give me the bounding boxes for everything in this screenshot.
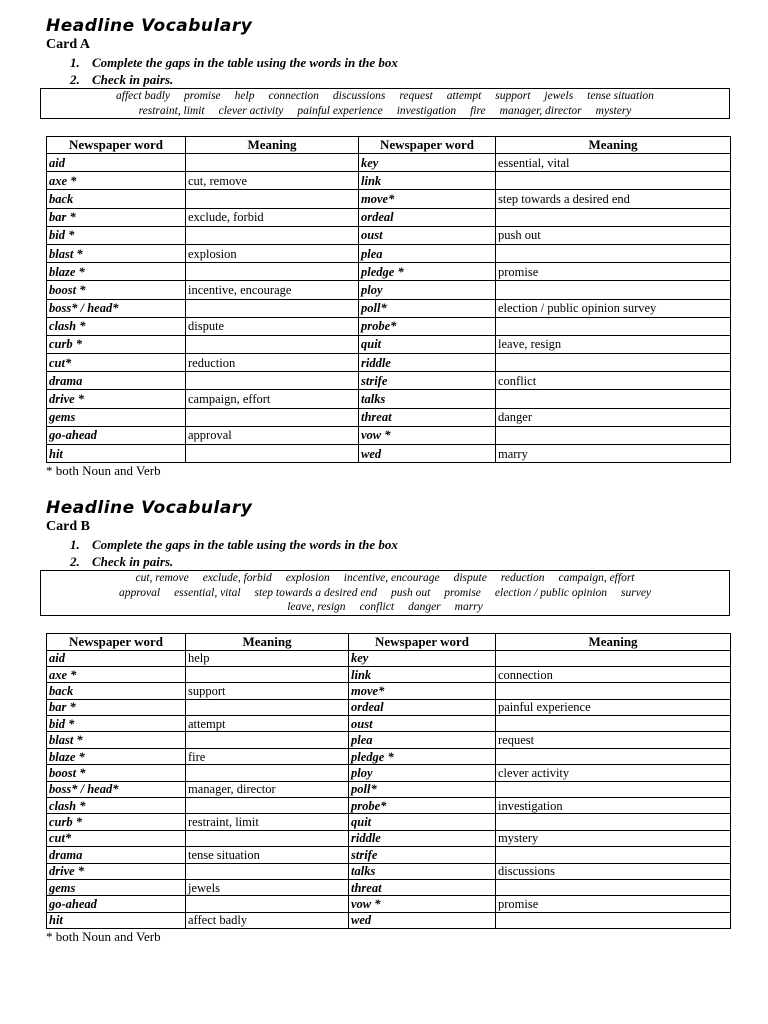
newspaper-word-cell: blaze * [47, 263, 186, 281]
meaning-cell [496, 748, 731, 764]
table-row [47, 765, 731, 781]
newspaper-word-cell: oust [349, 716, 496, 732]
table-row [47, 317, 731, 335]
word-box-term: affect badly [116, 90, 171, 102]
meaning-cell [496, 847, 731, 863]
newspaper-word-cell: axe * [47, 172, 186, 190]
meaning-cell [496, 781, 731, 797]
newspaper-word-cell: ploy [349, 765, 496, 781]
word-box-term: reduction [500, 572, 545, 584]
newspaper-word-cell: probe* [349, 798, 496, 814]
table-row [47, 863, 731, 879]
meaning-cell: dispute [186, 317, 359, 335]
word-box-term: survey [621, 586, 652, 599]
card-b-instructions [46, 536, 730, 570]
word-box-line [45, 586, 725, 601]
word-box-term: support [495, 90, 531, 102]
column-header: Newspaper word [47, 633, 186, 650]
meaning-cell [186, 154, 359, 172]
newspaper-word-cell: clash * [47, 317, 186, 335]
newspaper-word-cell: quit [359, 335, 496, 353]
word-box-term: investigation [396, 104, 457, 117]
table-row [47, 912, 731, 928]
newspaper-word-cell: gems [47, 879, 186, 895]
newspaper-word-cell: strife [349, 847, 496, 863]
table-row [47, 896, 731, 912]
word-box-term: campaign, effort [558, 572, 635, 584]
newspaper-word-cell: probe* [359, 317, 496, 335]
table-row [47, 732, 731, 748]
word-box-term: conflict [359, 601, 395, 613]
table-row [47, 335, 731, 353]
newspaper-word-cell: back [47, 190, 186, 208]
meaning-cell: push out [496, 226, 731, 244]
table-row [47, 172, 731, 190]
column-header: Meaning [186, 137, 359, 154]
meaning-cell [186, 830, 349, 846]
newspaper-word-cell: key [349, 650, 496, 666]
newspaper-word-cell: curb * [47, 814, 186, 830]
newspaper-word-cell: hit [47, 445, 186, 463]
meaning-cell [186, 445, 359, 463]
meaning-cell: promise [496, 263, 731, 281]
newspaper-word-cell: boost * [47, 765, 186, 781]
newspaper-word-cell: plea [359, 244, 496, 262]
newspaper-word-cell: axe * [47, 666, 186, 682]
meaning-cell: incentive, encourage [186, 281, 359, 299]
newspaper-word-cell: cut* [47, 830, 186, 846]
meaning-cell: attempt [186, 716, 349, 732]
table-row [47, 426, 731, 444]
meaning-cell [496, 390, 731, 408]
newspaper-word-cell: talks [349, 863, 496, 879]
meaning-cell [496, 208, 731, 226]
meaning-cell: essential, vital [496, 154, 731, 172]
word-box-term: fire [470, 104, 486, 117]
newspaper-word-cell: cut* [47, 354, 186, 372]
newspaper-word-cell: wed [349, 912, 496, 928]
newspaper-word-cell: strife [359, 372, 496, 390]
newspaper-word-cell: pledge * [349, 748, 496, 764]
meaning-cell [186, 408, 359, 426]
meaning-cell [186, 299, 359, 317]
card-a-label: Card A [46, 37, 90, 52]
card-b-heading: Headline Vocabulary [46, 498, 253, 518]
meaning-cell [186, 372, 359, 390]
word-box-term: restraint, limit [138, 104, 205, 117]
column-header: Newspaper word [349, 633, 496, 650]
newspaper-word-cell: wed [359, 445, 496, 463]
newspaper-word-cell: ploy [359, 281, 496, 299]
meaning-cell [186, 863, 349, 879]
card-a-instructions [46, 54, 730, 88]
table-row [47, 814, 731, 830]
meaning-cell [496, 426, 731, 444]
meaning-cell: conflict [496, 372, 731, 390]
newspaper-word-cell: drama [47, 847, 186, 863]
table-row [47, 879, 731, 895]
meaning-cell [496, 879, 731, 895]
table-row [47, 154, 731, 172]
word-box-line [45, 89, 725, 104]
meaning-cell [186, 798, 349, 814]
newspaper-word-cell: riddle [349, 830, 496, 846]
table-row [47, 226, 731, 244]
card-b-vocab-table [46, 633, 731, 930]
meaning-cell [496, 172, 731, 190]
table-row [47, 798, 731, 814]
newspaper-word-cell: link [349, 666, 496, 682]
table-row [47, 830, 731, 846]
meaning-cell [186, 896, 349, 912]
meaning-cell [186, 190, 359, 208]
meaning-cell [186, 765, 349, 781]
table-row [47, 445, 731, 463]
meaning-cell: restraint, limit [186, 814, 349, 830]
word-box-term: dispute [453, 572, 487, 584]
newspaper-word-cell: boost * [47, 281, 186, 299]
newspaper-word-cell: move* [349, 683, 496, 699]
table-row [47, 390, 731, 408]
newspaper-word-cell: go-ahead [47, 896, 186, 912]
meaning-cell: painful experience [496, 699, 731, 715]
column-header: Meaning [186, 633, 349, 650]
table-header-row [47, 633, 731, 650]
table-row [47, 666, 731, 682]
newspaper-word-cell: poll* [359, 299, 496, 317]
word-box-term: approval [118, 586, 161, 599]
meaning-cell: explosion [186, 244, 359, 262]
word-box-line [45, 104, 725, 119]
newspaper-word-cell: aid [47, 154, 186, 172]
column-header: Newspaper word [47, 137, 186, 154]
table-row [47, 354, 731, 372]
word-box-term: painful experience [297, 104, 383, 117]
newspaper-word-cell: bid * [47, 226, 186, 244]
newspaper-word-cell: riddle [359, 354, 496, 372]
table-row [47, 299, 731, 317]
meaning-cell: jewels [186, 879, 349, 895]
newspaper-word-cell: blast * [47, 732, 186, 748]
word-box-term: push out [390, 586, 431, 599]
newspaper-word-cell: vow * [359, 426, 496, 444]
table-row [47, 263, 731, 281]
word-box-term: leave, resign [287, 601, 346, 613]
table-row [47, 190, 731, 208]
word-box-term: marry [454, 601, 483, 613]
table-row [47, 208, 731, 226]
table-header-row [47, 137, 731, 154]
newspaper-word-cell: back [47, 683, 186, 699]
meaning-cell: support [186, 683, 349, 699]
meaning-cell [496, 281, 731, 299]
column-header: Newspaper word [359, 137, 496, 154]
word-box-term: promise [444, 586, 481, 599]
column-header: Meaning [496, 633, 731, 650]
table-row [47, 650, 731, 666]
card-a [46, 16, 730, 479]
word-box-line [45, 571, 725, 586]
newspaper-word-cell: threat [349, 879, 496, 895]
newspaper-word-cell: poll* [349, 781, 496, 797]
instruction-1: 1. Complete the gaps in the table using the words in the box [70, 55, 398, 70]
meaning-cell: affect badly [186, 912, 349, 928]
meaning-cell [186, 732, 349, 748]
newspaper-word-cell: drive * [47, 390, 186, 408]
meaning-cell [496, 317, 731, 335]
word-box-term: connection [268, 90, 319, 102]
word-box-term: step towards a desired end [254, 586, 377, 599]
meaning-cell: reduction [186, 354, 359, 372]
newspaper-word-cell: link [359, 172, 496, 190]
word-box-term: manager, director [499, 104, 582, 117]
word-box-term: clever activity [218, 104, 284, 117]
table-row [47, 699, 731, 715]
table-row [47, 408, 731, 426]
table-row [47, 372, 731, 390]
table-row [47, 281, 731, 299]
card-a-footnote: * both Noun and Verb [46, 463, 161, 479]
meaning-cell [496, 912, 731, 928]
meaning-cell [496, 354, 731, 372]
table-row [47, 683, 731, 699]
word-box-term: explosion [285, 572, 330, 584]
meaning-cell: discussions [496, 863, 731, 879]
newspaper-word-cell: threat [359, 408, 496, 426]
meaning-cell: leave, resign [496, 335, 731, 353]
word-box-term: request [399, 90, 433, 102]
table-row [47, 716, 731, 732]
word-box-term: exclude, forbid [202, 572, 272, 584]
word-box-term: incentive, encourage [343, 572, 440, 584]
word-box-term: election / public opinion [494, 586, 608, 599]
word-box-term: danger [408, 601, 441, 613]
newspaper-word-cell: gems [47, 408, 186, 426]
meaning-cell: investigation [496, 798, 731, 814]
meaning-cell [496, 244, 731, 262]
meaning-cell [186, 226, 359, 244]
newspaper-word-cell: boss* / head* [47, 299, 186, 317]
meaning-cell [186, 335, 359, 353]
newspaper-word-cell: vow * [349, 896, 496, 912]
newspaper-word-cell: quit [349, 814, 496, 830]
meaning-cell: approval [186, 426, 359, 444]
card-a-vocab-table [46, 136, 731, 463]
meaning-cell: tense situation [186, 847, 349, 863]
newspaper-word-cell: bar * [47, 699, 186, 715]
table-row [47, 244, 731, 262]
word-box-line [45, 600, 725, 615]
newspaper-word-cell: blast * [47, 244, 186, 262]
table-row [47, 781, 731, 797]
card-a-word-box [40, 88, 730, 119]
meaning-cell: campaign, effort [186, 390, 359, 408]
meaning-cell [186, 699, 349, 715]
meaning-cell: step towards a desired end [496, 190, 731, 208]
meaning-cell: clever activity [496, 765, 731, 781]
newspaper-word-cell: drive * [47, 863, 186, 879]
meaning-cell [186, 666, 349, 682]
meaning-cell: election / public opinion survey [496, 299, 731, 317]
newspaper-word-cell: aid [47, 650, 186, 666]
newspaper-word-cell: pledge * [359, 263, 496, 281]
newspaper-word-cell: clash * [47, 798, 186, 814]
meaning-cell: exclude, forbid [186, 208, 359, 226]
word-box-term: mystery [595, 104, 632, 117]
word-box-term: promise [184, 90, 221, 102]
meaning-cell: mystery [496, 830, 731, 846]
card-b [46, 498, 730, 945]
meaning-cell [496, 650, 731, 666]
card-b-label: Card B [46, 519, 90, 534]
newspaper-word-cell: drama [47, 372, 186, 390]
newspaper-word-cell: bid * [47, 716, 186, 732]
meaning-cell: fire [186, 748, 349, 764]
meaning-cell: manager, director [186, 781, 349, 797]
newspaper-word-cell: plea [349, 732, 496, 748]
instruction-2: 2. Check in pairs. [70, 554, 174, 569]
card-b-word-box [40, 570, 730, 616]
newspaper-word-cell: go-ahead [47, 426, 186, 444]
newspaper-word-cell: oust [359, 226, 496, 244]
word-box-term: jewels [544, 90, 574, 102]
word-box-term: tense situation [587, 90, 654, 102]
table-row [47, 847, 731, 863]
instruction-2: 2. Check in pairs. [70, 72, 174, 87]
word-box-term: attempt [446, 90, 482, 102]
meaning-cell [496, 716, 731, 732]
card-a-heading: Headline Vocabulary [46, 16, 253, 36]
meaning-cell: danger [496, 408, 731, 426]
newspaper-word-cell: blaze * [47, 748, 186, 764]
instruction-1: 1. Complete the gaps in the table using the words in the box [70, 537, 398, 552]
meaning-cell: promise [496, 896, 731, 912]
word-box-term: help [234, 90, 255, 102]
newspaper-word-cell: move* [359, 190, 496, 208]
table-row [47, 748, 731, 764]
word-box-term: cut, remove [135, 572, 189, 584]
newspaper-word-cell: ordeal [349, 699, 496, 715]
newspaper-word-cell: bar * [47, 208, 186, 226]
column-header: Meaning [496, 137, 731, 154]
newspaper-word-cell: talks [359, 390, 496, 408]
meaning-cell [496, 814, 731, 830]
meaning-cell: help [186, 650, 349, 666]
meaning-cell [186, 263, 359, 281]
meaning-cell: connection [496, 666, 731, 682]
meaning-cell: request [496, 732, 731, 748]
card-b-footnote: * both Noun and Verb [46, 929, 161, 945]
newspaper-word-cell: curb * [47, 335, 186, 353]
meaning-cell: marry [496, 445, 731, 463]
meaning-cell: cut, remove [186, 172, 359, 190]
newspaper-word-cell: boss* / head* [47, 781, 186, 797]
newspaper-word-cell: ordeal [359, 208, 496, 226]
word-box-term: essential, vital [174, 586, 241, 599]
newspaper-word-cell: key [359, 154, 496, 172]
meaning-cell [496, 683, 731, 699]
newspaper-word-cell: hit [47, 912, 186, 928]
word-box-term: discussions [332, 90, 386, 102]
